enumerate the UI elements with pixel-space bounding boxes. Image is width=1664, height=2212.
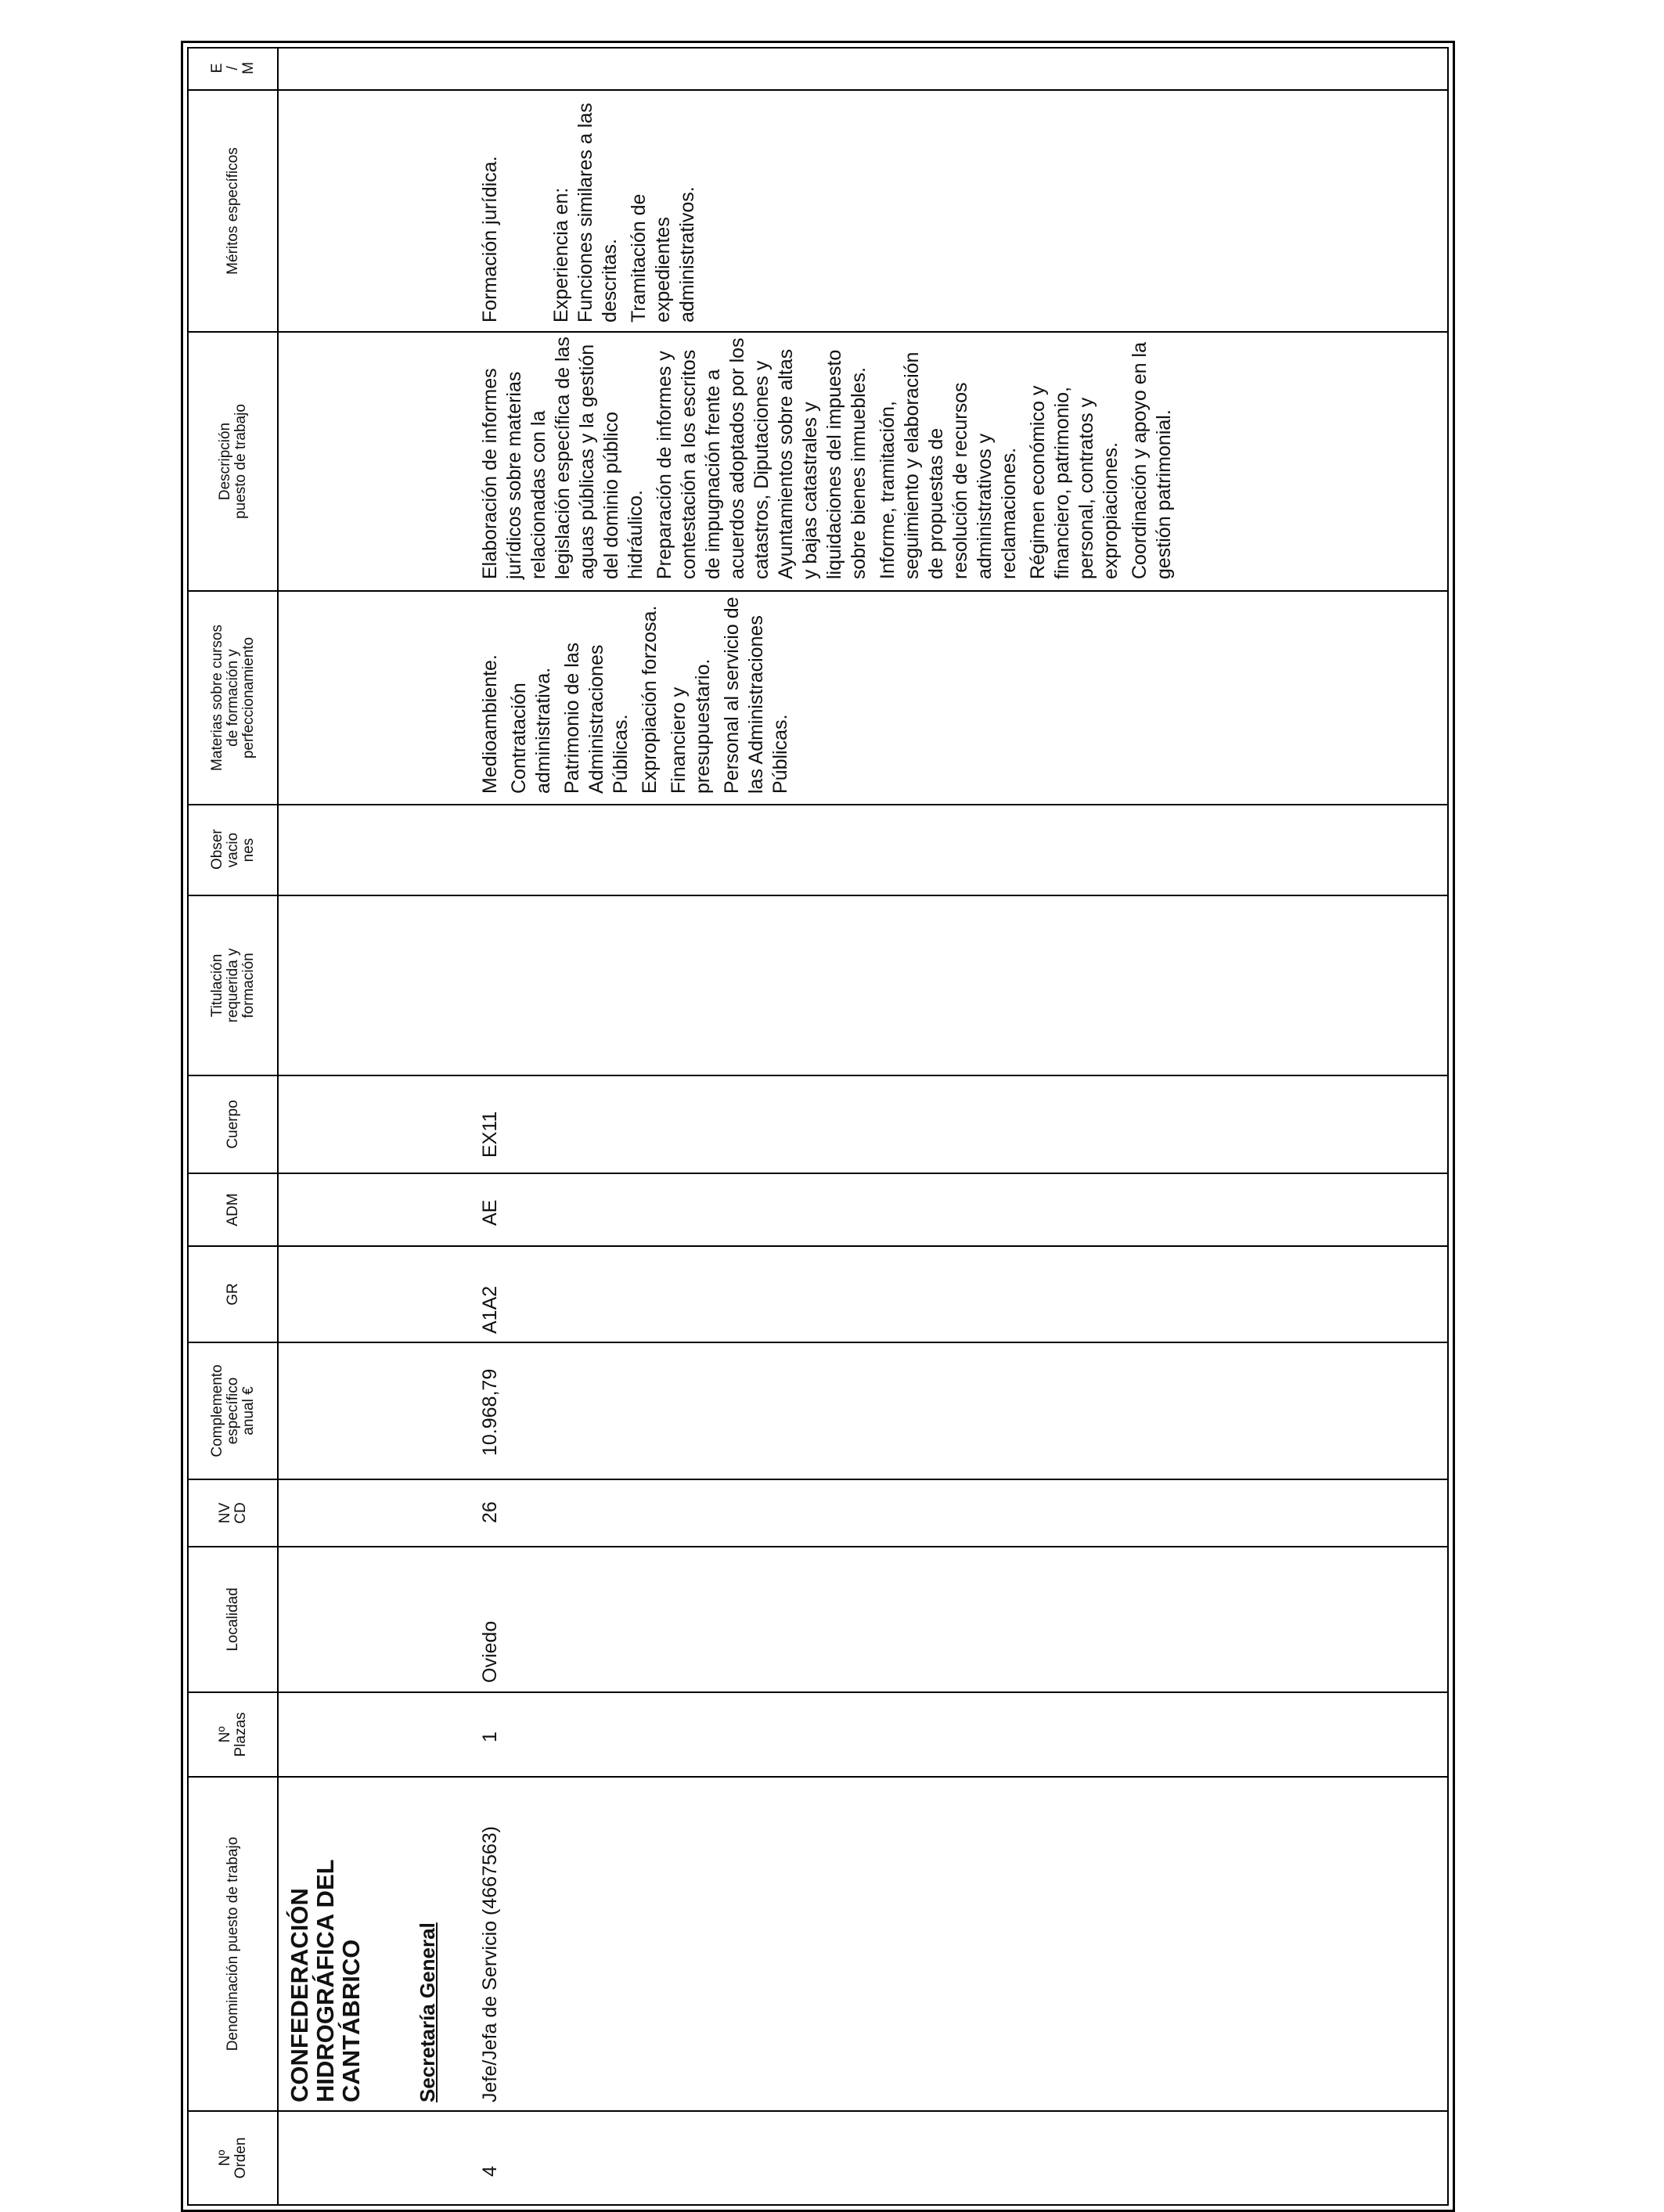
cell-meritos: [478, 94, 704, 322]
col-divider: [187, 1245, 1449, 1247]
cell-orden: 4: [479, 2166, 501, 2177]
col-divider: [187, 89, 1449, 91]
cell-cuerpo: EX11: [479, 1111, 501, 1158]
cell-nivel: 26: [479, 1501, 501, 1523]
header-em: E / M: [209, 62, 257, 74]
unidad-title: Secretaría General: [416, 1922, 439, 2102]
organismo-title: CONFEDERACIÓN HIDROGRÁFICA DEL CANTÁBRICO: [286, 1860, 365, 2102]
materia-item: Contratación administrativa.: [508, 667, 554, 794]
merito-experiencia-title: Experiencia en:: [550, 187, 572, 322]
cell-plazas: 1: [479, 1731, 501, 1742]
col-divider: [187, 1342, 1449, 1343]
col-divider: [187, 1075, 1449, 1076]
col-divider: [187, 1776, 1449, 1778]
cell-adm: AE: [479, 1199, 501, 1226]
col-divider: [187, 895, 1449, 896]
col-divider: [187, 1479, 1449, 1480]
materia-item: Patrimonio de las Administraciones Públicas.: [561, 642, 632, 794]
descripcion-item: Elaboración de informes jurídicos sobre materias relacionadas con la legislación específica de las aguas públicas y la gestión del dominio público hidráulico.: [479, 337, 647, 579]
rotated-table: [181, 41, 1455, 2212]
col-divider: [187, 1173, 1449, 1174]
col-divider: [187, 2110, 1449, 2112]
header-orden: Nº Orden: [217, 2137, 249, 2179]
header-localidad: Localidad: [225, 1587, 241, 1652]
cell-denominacion: Jefe/Jefa de Servicio (4667563): [479, 1826, 501, 2102]
header-meritos: Méritos específicos: [225, 147, 241, 275]
materia-item: Personal al servicio de las Administraciones Públicas.: [721, 596, 791, 794]
header-titulacion: Titulación requerida y formación: [209, 948, 257, 1023]
cell-localidad: Oviedo: [479, 1620, 501, 1683]
header-cuerpo: Cuerpo: [225, 1100, 241, 1149]
materia-item: Financiero y presupuestario.: [668, 658, 714, 794]
descripcion-item: Informe, tramitación, seguimiento y elaboración de propuestas de resolución de recursos administrativos y reclamaciones.: [877, 351, 1020, 579]
materia-item: Expropiación forzosa.: [639, 605, 661, 794]
cell-descripcion: [478, 337, 1181, 579]
header-divider: [277, 47, 279, 2206]
col-divider: [187, 804, 1449, 805]
descripcion-item: Régimen económico y financiero, patrimonio, personal, contratos y expropiaciones.: [1027, 385, 1122, 579]
col-divider: [187, 331, 1449, 333]
descripcion-item: Preparación de informes y contestación a los escritos de impugnación frente a acuerdos adoptados por los catastros, Diputaciones y Ayuntamientos sobre altas y bajas catastrales y liquidaciones del impuesto sobre bienes inmuebles.: [654, 337, 870, 579]
cell-grupo: A1A2: [479, 1285, 501, 1334]
header-plazas: Nº Plazas: [217, 1712, 249, 1757]
col-divider: [187, 1691, 1449, 1693]
descripcion-item: Coordinación y apoyo en la gestión patrimonial.: [1129, 342, 1175, 579]
header-nivel: NV CD: [217, 1502, 249, 1524]
header-adm: ADM: [225, 1193, 241, 1227]
col-divider: [187, 590, 1449, 592]
header-grupo: GR: [225, 1283, 241, 1306]
merito-formacion: Formación jurídica.: [479, 156, 501, 322]
cell-complemento: 10.968,79: [479, 1368, 501, 1456]
cell-materias: [478, 593, 798, 794]
header-complemento: Complemento específico anual €: [209, 1364, 257, 1457]
header-observaciones: Obser vacio nes: [209, 829, 257, 870]
merito-item: Funciones similares a las descritas.: [574, 103, 621, 322]
header-materias: Materias sobre cursos de formación y perfeccionamiento: [209, 625, 257, 771]
merito-item: Tramitación de expedientes administrativos.: [628, 186, 698, 322]
col-divider: [187, 1546, 1449, 1547]
materia-item: Medioambiente.: [479, 654, 501, 794]
header-descripcion: Descripción puesto de trabajo: [217, 404, 249, 519]
header-denominacion: Denominación puesto de trabajo: [225, 1836, 241, 2052]
